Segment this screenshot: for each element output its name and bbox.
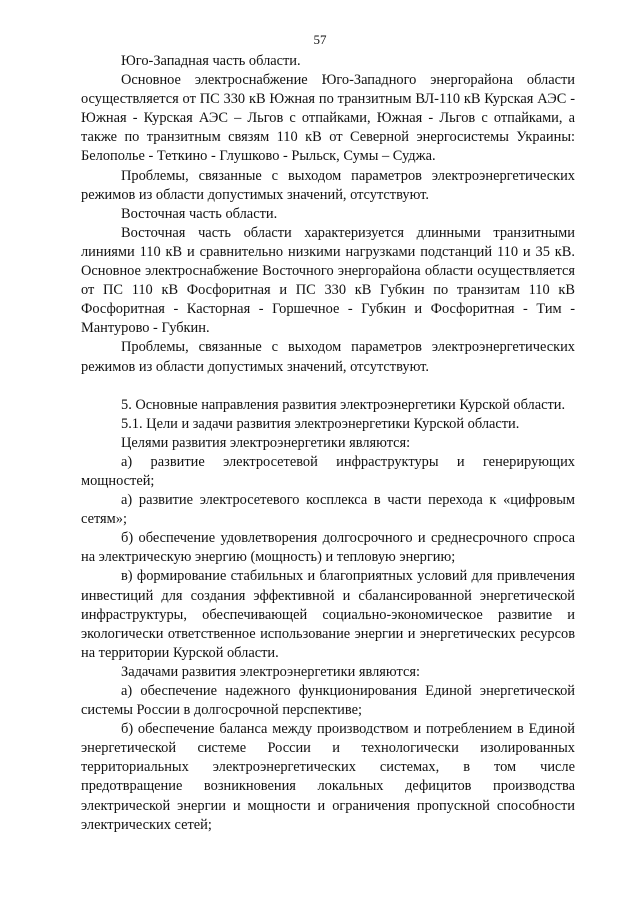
list-item-goal-c: в) формирование стабильных и благоприятных условий для привлечения инвестиций для создания эффективной и сбалансированной энергетической инфраструктуры, обеспечивающей социально-экономическое развитие и экологически ответственное использование энергии и энергетических ресурсов на территории Курской области.	[81, 568, 575, 661]
list-item-goal-b: б) обеспечение удовлетворения долгосрочного и среднесрочного спроса на электрическую энергию (мощность) и тепловую энергию;	[81, 530, 575, 566]
document-body	[81, 52, 575, 835]
section-heading-5-1: 5.1. Цели и задачи развития электроэнергетики Курской области.	[121, 415, 520, 432]
list-item-task-a: а) обеспечение надежного функционирования Единой энергетической системы России в долгосрочной перспективе;	[81, 683, 575, 719]
paragraph-southwest-problems: Проблемы, связанные с выходом параметров электроэнергетических режимов из области допустимых значений, отсутствуют.	[81, 167, 575, 203]
list-item-goal-a2: а) развитие электросетевого косплекса в части перехода к «цифровым сетям»;	[81, 492, 575, 528]
subheading-east: Восточная часть области.	[121, 205, 278, 222]
paragraph-tasks-intro: Задачами развития электроэнергетики являются:	[121, 663, 420, 680]
section-heading-5: 5. Основные направления развития электроэнергетики Курской области.	[121, 396, 566, 413]
list-item-goal-a1: а) развитие электросетевой инфраструктуры и генерирующих мощностей;	[81, 453, 575, 489]
paragraph-southwest-supply: Основное электроснабжение Юго-Западного энергорайона области осуществляется от ПС 330 кВ Южная по транзитным ВЛ-110 кВ Курская АЭС - Южная - Курская АЭС – Льгов с отпайками, Южная - Льгов с отпайками, а также по транзитным связям 110 кВ от Северной энергосистемы Украины: Белополье - Теткино - Глушково - Рыльск, Сумы – Суджа.	[81, 72, 575, 165]
paragraph-east-supply: Восточная часть области характеризуется длинными транзитными линиями 110 кВ и сравнительно низкими нагрузками подстанций 110 и 35 кВ. Основное электроснабжение Восточного энергорайона области осуществляется от ПС 110 кВ Фосфоритная и ПС 330 кВ Губкин по транзитам 110 кВ Фосфоритная - Касторная - Горшечное - Губкин и Фосфоритная - Тим - Мантурово - Губкин.	[81, 224, 575, 337]
subheading-southwest: Юго-Западная часть области.	[121, 53, 301, 69]
list-item-task-b: б) обеспечение баланса между производством и потреблением в Единой энергетической системе России и технологически изолированных территориальных электроэнергетических системах, в том числе предотвращение возникновения локальных дефицитов производства электрической энергии и мощности и ограничения пропускной способности электрических сетей;	[81, 721, 575, 833]
paragraph-goals-intro: Целями развития электроэнергетики являются:	[121, 434, 411, 451]
paragraph-east-problems: Проблемы, связанные с выходом параметров электроэнергетических режимов из области допустимых значений, отсутствуют.	[81, 339, 575, 375]
page-number: 57	[313, 32, 327, 47]
